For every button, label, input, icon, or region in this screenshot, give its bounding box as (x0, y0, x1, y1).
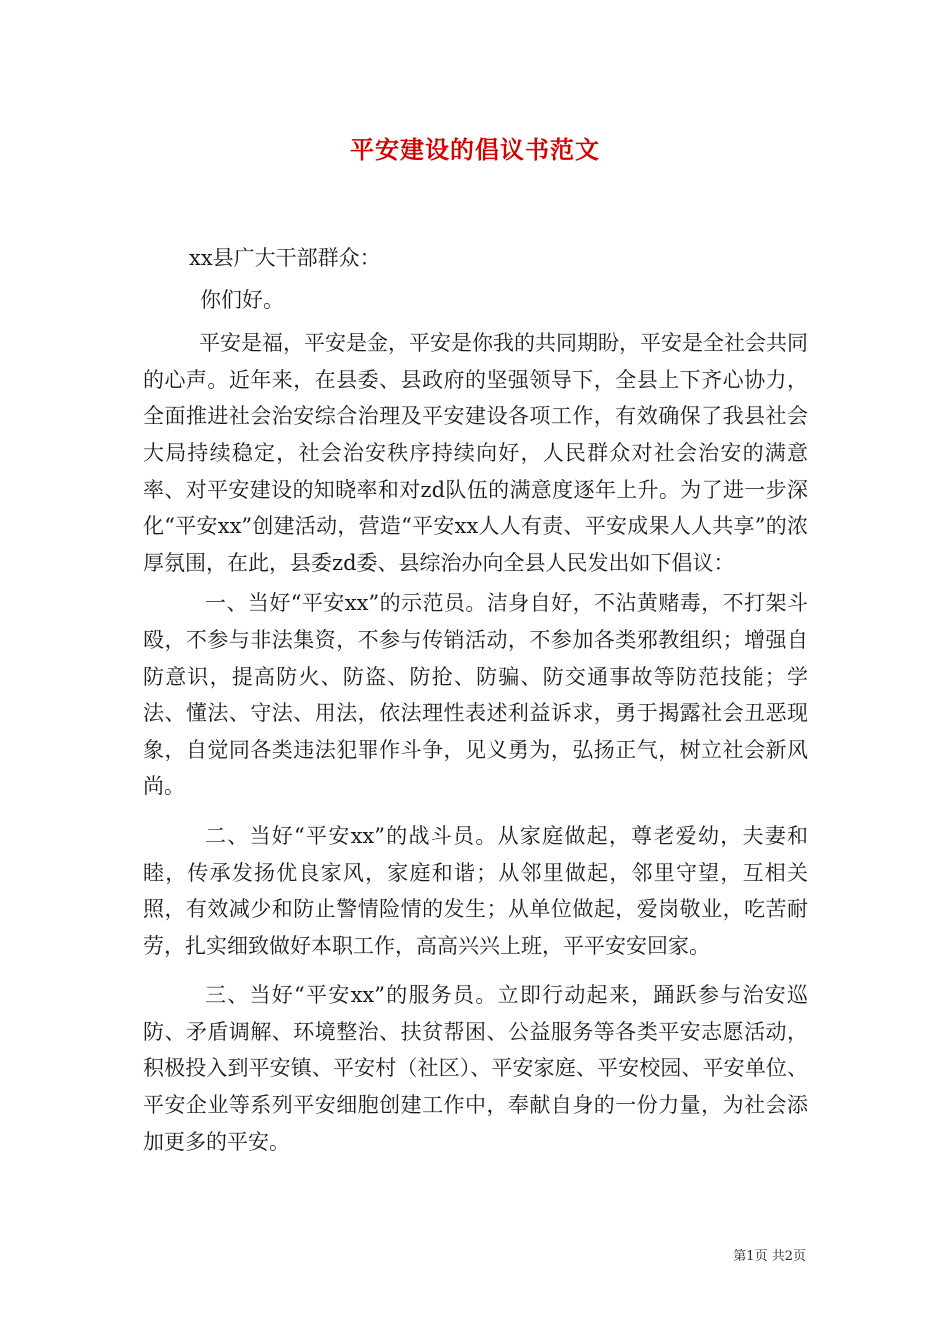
greeting: 你们好。 (200, 287, 284, 312)
page-total: 2 (784, 1249, 793, 1264)
paragraph-intro: 平安是福，平安是金，平安是你我的共同期盼，平安是全社会共同的心声。近年来，在县委、县政府的坚强领导下，全县上下齐心协力，全面推进社会治安综合治理及平安建设各项工作，有效确保了我县社会大局持续稳定，社会治安秩序持续向好，人民群众对社会治安的满意率、对平安建设的知晓率和对zd队伍的满意度逐年上升。为了进一步深化“平安xx”创建活动，营造“平安xx人人有责、平安成果人人共享”的浓厚氛围，在此，县委zd委、县综治办向全县人民发出如下倡议： (143, 331, 808, 575)
page-suffix: 页 (792, 1249, 806, 1264)
page-mid: 页 共 (754, 1249, 785, 1264)
page-current: 1 (746, 1249, 755, 1264)
document-title: 平安建设的倡议书范文 (350, 135, 600, 164)
page-number-footer (733, 1248, 806, 1266)
salutation: xx县广大干部群众： (189, 246, 381, 270)
paragraph-item-1: 一、当好“平安xx”的示范员。洁身自好，不沾黄赌毒，不打架斗殴，不参与非法集资，不参与传销活动，不参加各类邪教组织；增强自防意识，提高防火、防盗、防抢、防骗、防交通事故等防范技能；学法、懂法、守法、用法，依法理性表述利益诉求，勇于揭露社会丑恶现象，自觉同各类违法犯罪作斗争，见义勇为，弘扬正气，树立社会新风尚。 (143, 591, 808, 799)
paragraph-item-2: 二、当好“平安xx”的战斗员。从家庭做起，尊老爱幼，夫妻和睦，传承发扬优良家风，家庭和谐；从邻里做起，邻里守望，互相关照，有效减少和防止警情险情的发生；从单位做起，爱岗敬业，吃苦耐劳，扎实细致做好本职工作，高高兴兴上班，平平安安回家。 (143, 823, 808, 958)
document-body (143, 240, 808, 1160)
paragraph-item-3: 三、当好“平安xx”的服务员。立即行动起来，踊跃参与治安巡防、矛盾调解、环境整治、扶贫帮困、公益服务等各类平安志愿活动，积极投入到平安镇、平安村（社区）、平安家庭、平安校园、平安单位、平安企业等系列平安细胞创建工作中，奉献自身的一份力量，为社会添加更多的平安。 (143, 983, 808, 1154)
page-prefix: 第 (733, 1249, 747, 1264)
